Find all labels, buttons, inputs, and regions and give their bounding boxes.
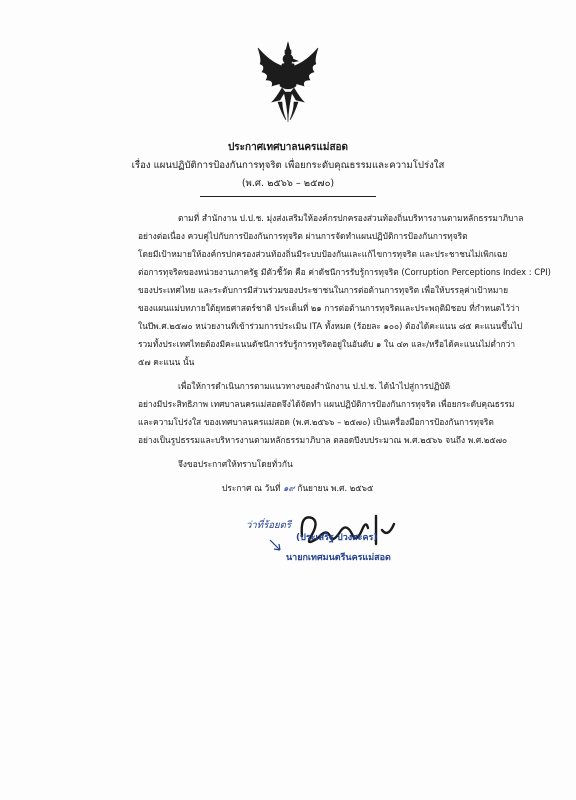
closing-line: จึงขอประกาศให้ทราบโดยทั่วกัน xyxy=(178,459,293,469)
paragraph1-line: รวมทั้งประเทศไทยต้องมีคะแนนดัชนีการรับรู้การทุจริตอยู่ในอันดับ ๑ ใน ๔๓ และ/หรือได้คะแนนไม่ต่ำกว่า xyxy=(138,339,516,349)
paragraph1-line: ตามที่ สำนักงาน ป.ป.ช. มุ่งส่งเสริมให้องค์กรปกครองส่วนท้องถิ่นบริหารงานตามหลักธรรมาภิบาล xyxy=(178,213,524,223)
paragraph1-line: อย่างต่อเนื่อง ควบคู่ไปกับการป้องกันการทุจริต ผ่านการจัดทำแผนปฏิบัติการป้องกันการทุจริต xyxy=(138,231,468,241)
announce-day: ๑๙ xyxy=(283,483,295,493)
signer-name: (ประเสริฐ ปวงสะคร) xyxy=(296,533,378,543)
document-title: ประกาศเทศบาลนครแม่สอด xyxy=(227,142,349,153)
paragraph1-line: ในปีพ.ศ.๒๕๗๐ หน่วยงานที่เข้าร่วมการประเมิน ITA ทั้งหมด (ร้อยละ ๑๐๐) ต้องได้คะแนน ๘๕ คะแนนขึ้นไป xyxy=(138,321,523,331)
paragraph1-line: ต่อการทุจริตของหน่วยงานภาครัฐ มีตัวชี้วัด คือ ค่าดัชนีการรับรู้การทุจริต (Corruption Perceptions Index : CPI) xyxy=(138,267,551,277)
document-years: (พ.ศ. ๒๕๖๖ – ๒๕๗๐) xyxy=(241,178,335,189)
arrow-icon xyxy=(266,536,286,556)
signer-position: นายกเทศมนตรีนครแม่สอด xyxy=(286,553,391,563)
paragraph2-line: อย่างมีประสิทธิภาพ เทศบาลนครแม่สอดจึงได้จัดทำ แผนปฏิบัติการป้องกันการทุจริต เพื่อยกระดับคุณธรรม xyxy=(138,399,515,409)
paragraph1-line: ๕๗ คะแนน นั้น xyxy=(138,357,195,367)
signature-rank: ว่าที่ร้อยตรี xyxy=(246,520,292,531)
document-subject: เรื่อง แผนปฏิบัติการป้องกันการทุจริต เพื่อยกระดับคุณธรรมและความโปร่งใส xyxy=(131,160,445,171)
paragraph2-line: อย่างเป็นรูปธรรมและบริหารงานตามหลักธรรมาภิบาล ตลอดปีงบประมาณ พ.ศ.๒๕๖๖ จนถึง พ.ศ.๒๕๗๐ xyxy=(138,435,508,445)
garuda-emblem-icon xyxy=(252,40,324,124)
announce-prefix: ประกาศ ณ วันที่ xyxy=(222,483,281,493)
paragraph1-line: ของประเทศไทย และระดับการมีส่วนร่วมของประชาชนในการต่อต้านการทุจริต เพื่อให้บรรลุค่าเป้าหมาย xyxy=(138,285,508,295)
paragraph2-line: เพื่อให้การดำเนินการตามแนวทางของสำนักงาน ป.ป.ช. ได้นำไปสู่การปฏิบัติ xyxy=(178,381,451,391)
paragraph2-line: และความโปร่งใส ของเทศบาลนครแม่สอด (พ.ศ.๒๕๖๖ – ๒๕๗๐) เป็นเครื่องมือการป้องกันการทุจริต xyxy=(138,417,494,427)
paragraph1-line: โดยมีเป้าหมายให้องค์กรปกครองส่วนท้องถิ่นมีระบบป้องกันและแก้ไขการทุจริต และประชาชนไม่เพิกเฉย xyxy=(138,249,508,259)
title-divider xyxy=(200,196,376,197)
announcement-date xyxy=(222,484,373,492)
announce-suffix: กันยายน พ.ศ. ๒๕๖๕ xyxy=(297,483,374,493)
paragraph1-line: ของแผนแม่บทภายใต้ยุทธศาสตร์ชาติ ประเด็นที่ ๒๑ การต่อต้านการทุจริตและประพฤติมิชอบ ที่กำหนดไว้ว่า xyxy=(138,303,520,313)
